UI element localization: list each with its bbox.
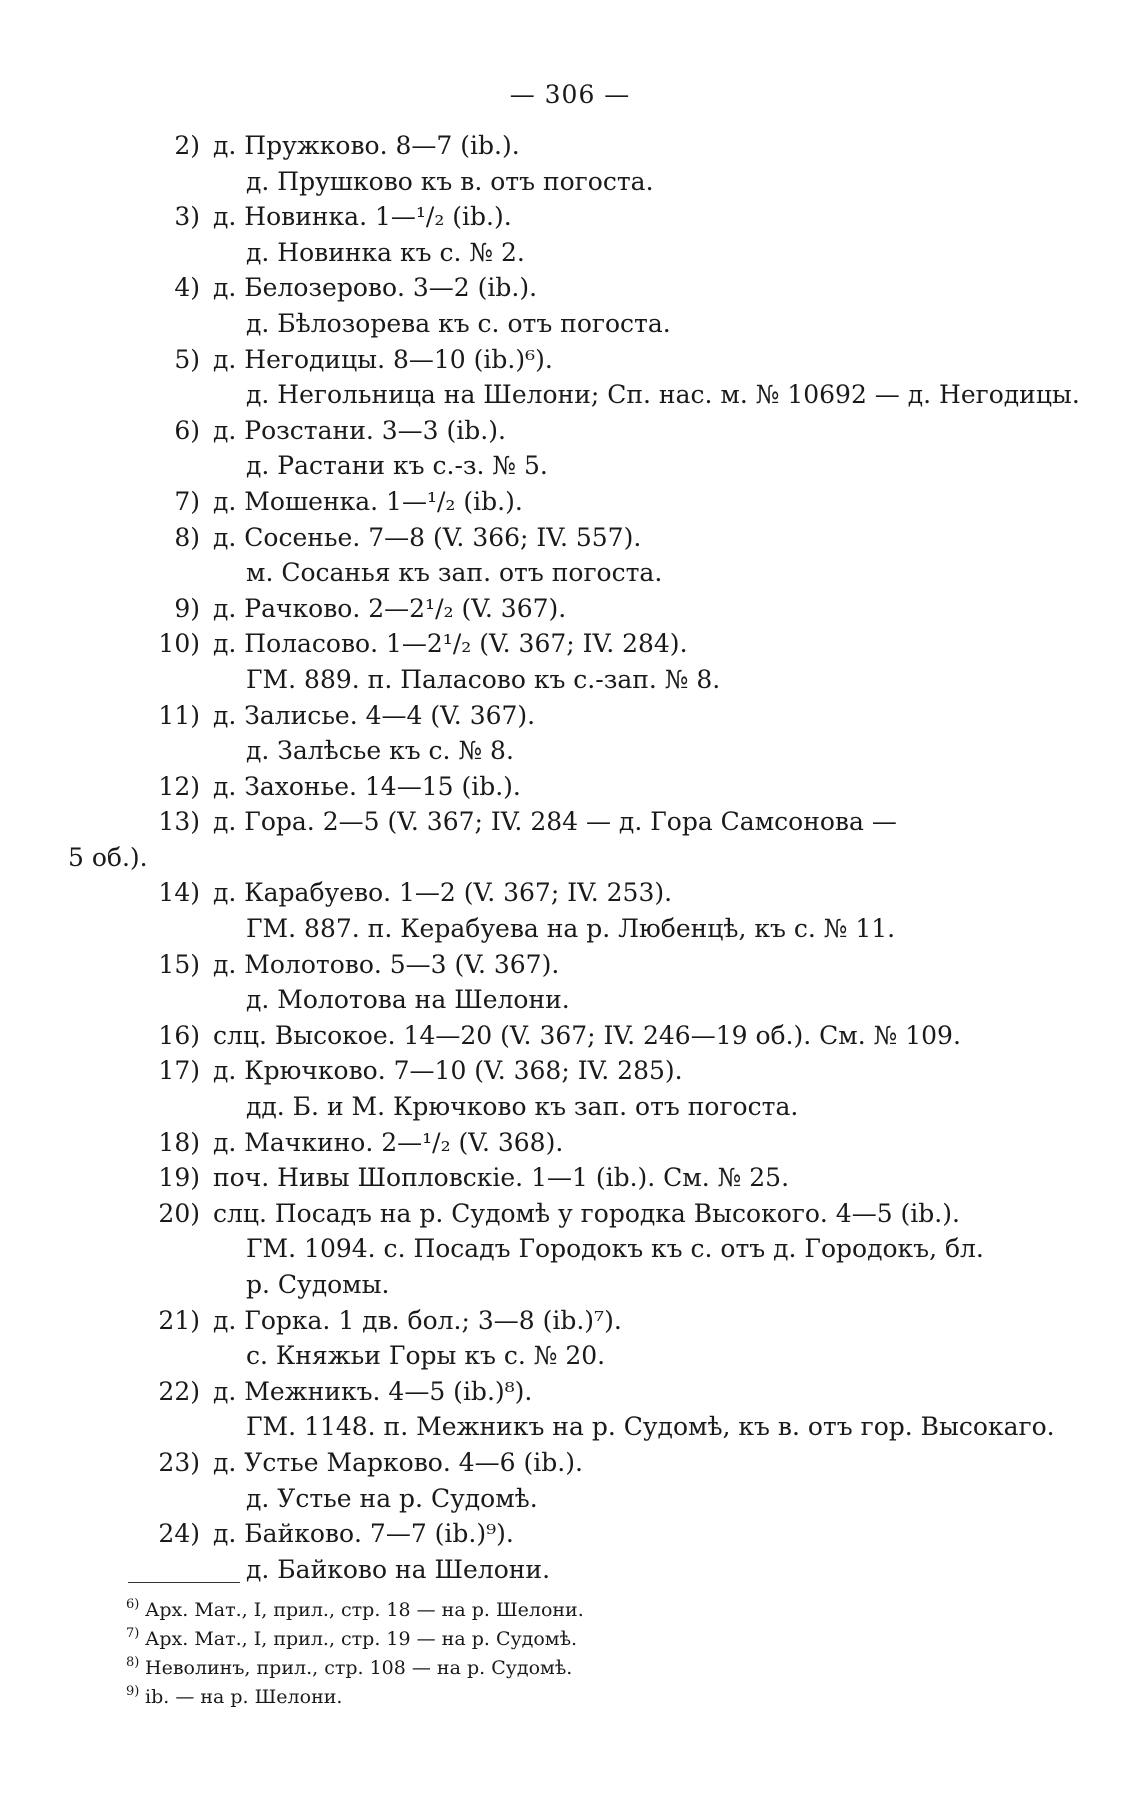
entry-number: 6) [174, 415, 200, 445]
entry-detail-text: д. Залѣсье къ с. № 8. [246, 736, 514, 766]
entry-number: 10) [158, 629, 200, 659]
entry-detail-text: дд. Б. и М. Крючково къ зап. отъ погоста. [246, 1092, 799, 1122]
entry-line [0, 520, 1140, 556]
entry-detail-text: ГМ. 1094. с. Посадъ Городокъ къ с. отъ д. Городокъ, бл. [246, 1234, 984, 1264]
entry-line [0, 1196, 1140, 1232]
entry-number: 5) [174, 344, 200, 374]
entry-detail-text: м. Сосанья къ зап. отъ погоста. [246, 558, 663, 588]
entry-number: 12) [158, 771, 200, 801]
entry-line [0, 1053, 1140, 1089]
entry-line [0, 1374, 1140, 1410]
entry-detail-line [0, 555, 1140, 591]
entry-number: 11) [158, 700, 200, 730]
entry-number: 4) [174, 273, 200, 303]
entry-detail-line [0, 448, 1140, 484]
entry-line [0, 626, 1140, 662]
entry-line [0, 1516, 1140, 1552]
entry-text: д. Поласово. 1—2¹/₂ (V. 367; IV. 284). [213, 629, 688, 659]
entry-text: д. Захонье. 14—15 (ib.). [213, 771, 521, 801]
entry-detail-text: д. Устье на р. Судомѣ. [246, 1483, 538, 1513]
entry-line [0, 875, 1140, 911]
entry-text: д. Мачкино. 2—¹/₂ (V. 368). [213, 1127, 564, 1157]
entry-line [0, 199, 1140, 235]
entry-detail-line [0, 1481, 1140, 1517]
footnote [0, 1625, 1140, 1654]
entry-number: 23) [158, 1447, 200, 1477]
entry-number: 3) [174, 202, 200, 232]
entry-detail-text: ГМ. 1148. п. Межникъ на р. Судомѣ, къ в. отъ гор. Высокаго. [246, 1412, 1055, 1442]
entry-line [0, 1303, 1140, 1339]
entry-detail-line [0, 1338, 1140, 1374]
entry-detail-text: д. Бѣлозорева къ с. отъ погоста. [246, 308, 671, 338]
entry-continuation-line [0, 840, 1140, 876]
footnote-marker: 9) [126, 1684, 140, 1699]
entry-text: д. Молотово. 5—3 (V. 367). [213, 949, 560, 979]
entry-text: д. Гора. 2—5 (V. 367; IV. 284 — д. Гора Самсонова — [213, 807, 897, 837]
entry-number: 22) [158, 1376, 200, 1406]
entry-detail-text: 5 об.). [68, 842, 148, 872]
entry-line [0, 342, 1140, 378]
entry-line [0, 698, 1140, 734]
entry-text: д. Негодицы. 8—10 (ib.)⁶). [213, 344, 553, 374]
entry-detail-line [0, 1089, 1140, 1125]
footnote-text: Неволинъ, прил., стр. 108 — на р. Судомѣ. [145, 1657, 573, 1679]
footnote-text: Арх. Мат., I, прил., стр. 18 — на р. Шелони. [145, 1599, 584, 1621]
entry-detail-text: д. Молотова на Шелони. [246, 985, 570, 1015]
entry-number: 18) [158, 1127, 200, 1157]
entry-detail-line [0, 911, 1140, 947]
footnote [0, 1596, 1140, 1625]
entry-text: д. Розстани. 3—3 (ib.). [213, 415, 506, 445]
entry-number: 8) [174, 522, 200, 552]
entry-text: поч. Нивы Шопловскіе. 1—1 (ib.). См. № 25. [213, 1163, 790, 1193]
entry-detail-line [0, 1267, 1140, 1303]
entry-detail-text: с. Княжьи Горы къ с. № 20. [246, 1341, 606, 1371]
entry-list [0, 128, 1140, 1587]
entry-text: д. Мошенка. 1—¹/₂ (ib.). [213, 486, 523, 516]
entry-text: д. Карабуево. 1—2 (V. 367; IV. 253). [213, 878, 673, 908]
entry-text: д. Сосенье. 7—8 (V. 366; IV. 557). [213, 522, 642, 552]
entry-line [0, 769, 1140, 805]
page-number: — 306 — [509, 80, 631, 109]
entry-number: 14) [158, 878, 200, 908]
entry-line [0, 1445, 1140, 1481]
entry-detail-text: д. Байково на Шелони. [246, 1554, 551, 1584]
entry-detail-text: д. Растани къ с.-з. № 5. [246, 451, 548, 481]
entry-number: 20) [158, 1198, 200, 1228]
entry-number: 7) [174, 486, 200, 516]
entry-detail-text: д. Новинка къ с. № 2. [246, 237, 525, 267]
footnote-list [0, 1596, 1140, 1712]
entry-text: слц. Высокое. 14—20 (V. 367; IV. 246—19 об.). См. № 109. [213, 1020, 961, 1050]
entry-number: 21) [158, 1305, 200, 1335]
entry-detail-text: д. Прушково къ в. отъ погоста. [246, 166, 654, 196]
footnote-divider [128, 1582, 240, 1583]
footnote [0, 1654, 1140, 1683]
entry-line [0, 484, 1140, 520]
footnote-text: Арх. Мат., I, прил., стр. 19 — на р. Судомѣ. [145, 1628, 578, 1650]
footnote-text: ib. — на р. Шелони. [145, 1686, 343, 1708]
footnote-marker: 8) [126, 1655, 140, 1670]
entry-detail-line [0, 733, 1140, 769]
entry-text: д. Горка. 1 дв. бол.; 3—8 (ib.)⁷). [213, 1305, 622, 1335]
entry-line [0, 413, 1140, 449]
entry-text: д. Пружково. 8—7 (ib.). [213, 131, 520, 160]
entry-number: 9) [174, 593, 200, 623]
entry-number: 2) [174, 131, 200, 160]
entry-text: д. Новинка. 1—¹/₂ (ib.). [213, 202, 512, 232]
entry-detail-text: ГМ. 887. п. Керабуева на р. Любенцѣ, къ с. № 11. [246, 914, 896, 944]
entry-number: 15) [158, 949, 200, 979]
entry-number: 13) [158, 807, 200, 837]
entry-line [0, 591, 1140, 627]
entry-text: д. Байково. 7—7 (ib.)⁹). [213, 1519, 514, 1549]
entry-text: д. Крючково. 7—10 (V. 368; IV. 285). [213, 1056, 683, 1086]
entry-line [0, 1160, 1140, 1196]
entry-detail-line [0, 306, 1140, 342]
entry-text: д. Устье Марково. 4—6 (ib.). [213, 1447, 583, 1477]
entry-detail-line [0, 1409, 1140, 1445]
entry-text: д. Рачково. 2—2¹/₂ (V. 367). [213, 593, 567, 623]
entry-line [0, 804, 1140, 840]
entry-line [0, 1018, 1140, 1054]
entry-number: 16) [158, 1020, 200, 1050]
entry-line [0, 270, 1140, 306]
entry-line [0, 128, 1140, 164]
entry-number: 24) [158, 1519, 200, 1549]
entry-detail-line [0, 662, 1140, 698]
entry-detail-line [0, 235, 1140, 271]
entry-line [0, 947, 1140, 983]
entry-text: д. Межникъ. 4—5 (ib.)⁸). [213, 1376, 533, 1406]
entry-detail-text: р. Судомы. [246, 1270, 390, 1299]
entry-detail-line [0, 1231, 1140, 1267]
entry-text: слц. Посадъ на р. Судомѣ у городка Высокого. 4—5 (ib.). [213, 1198, 960, 1228]
entry-number: 17) [158, 1056, 200, 1086]
entry-detail-text: д. Негольница на Шелони; Сп. нас. м. № 10692 — д. Негодицы. [246, 380, 1080, 410]
footnote-marker: 6) [126, 1597, 140, 1612]
footnote-marker: 7) [126, 1626, 140, 1641]
entry-detail-text: ГМ. 889. п. Паласово къ с.-зап. № 8. [246, 664, 721, 694]
entry-detail-line [0, 164, 1140, 200]
footnote [0, 1683, 1140, 1712]
entry-text: д. Залисье. 4—4 (V. 367). [213, 700, 536, 730]
entry-detail-line [0, 377, 1140, 413]
entry-number: 19) [158, 1163, 200, 1193]
entry-text: д. Белозерово. 3—2 (ib.). [213, 273, 538, 303]
entry-line [0, 1125, 1140, 1161]
entry-detail-line [0, 982, 1140, 1018]
